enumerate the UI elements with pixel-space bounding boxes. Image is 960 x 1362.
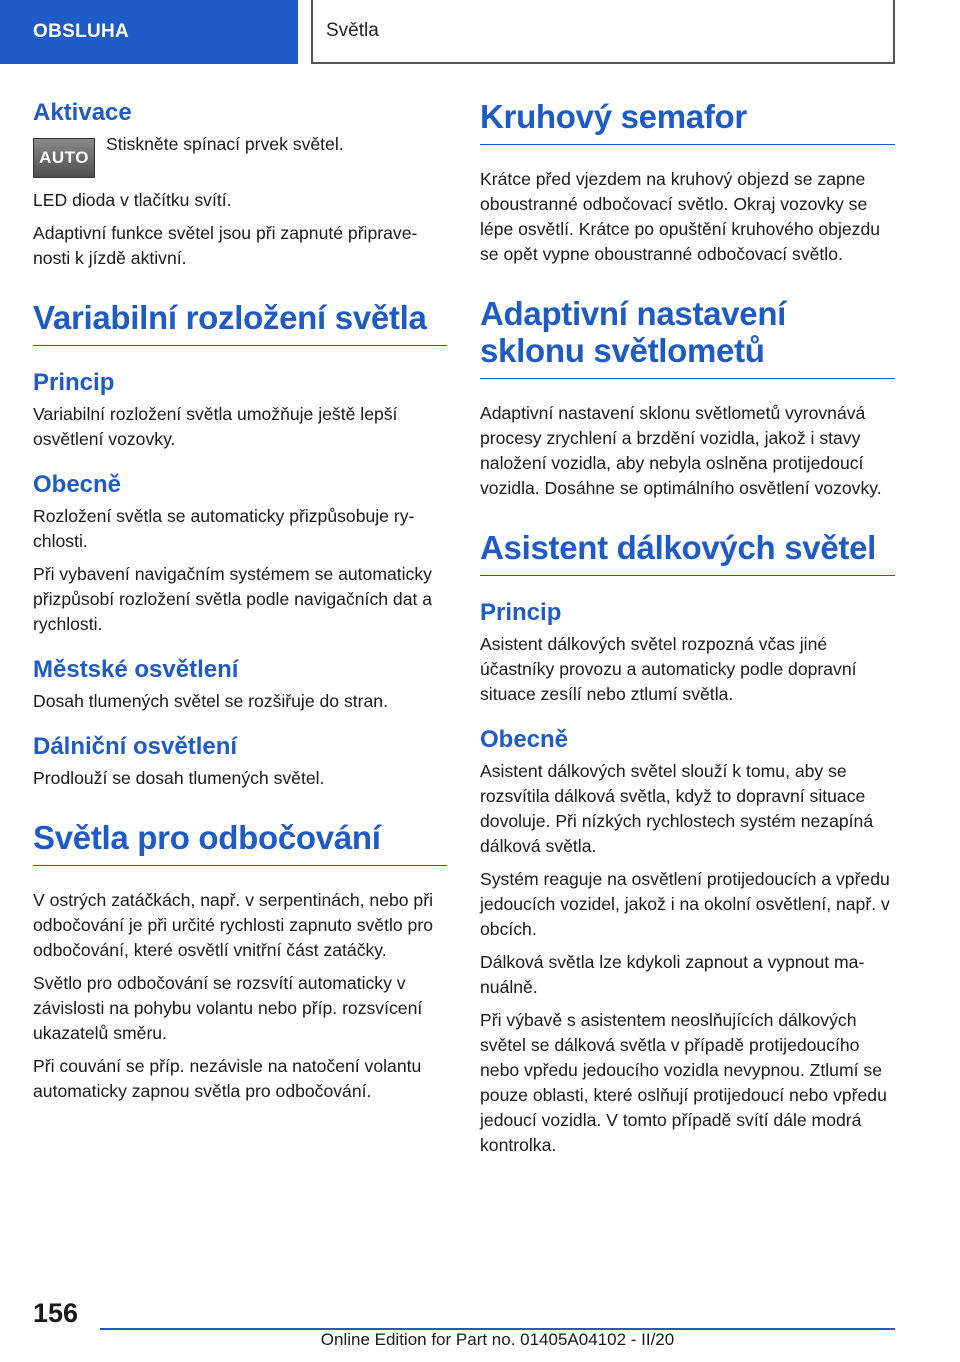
- roundabout-heading: Kruhový semafor: [480, 98, 895, 145]
- auto-icon-label: AUTO: [39, 148, 89, 167]
- auto-button-instruction: [33, 132, 447, 178]
- high-beam-general-heading: Obecně: [480, 726, 569, 753]
- auto-instruction-text: Stiskněte spínací prvek světel.: [106, 134, 344, 154]
- section-label: OBSLUHA: [33, 21, 130, 42]
- chapter-title: Světla: [326, 20, 379, 41]
- high-beam-general-paragraph-1: Asistent dálkových světel slouží k tomu, aby se rozsvítila dálková světla, když to dopravní situace dovoluje. Při nízkých rychlostech systém nezapíná dálková světla.: [480, 761, 874, 856]
- variable-general-paragraph-2: Při vybavení navigačním systémem se automaticky přizpůsobí rozložení světla podle navigačních dat a rychlosti.: [33, 564, 433, 634]
- city-light-heading: Městské osvětlení: [33, 656, 239, 683]
- headlight-leveling-paragraph: Adaptivní nastavení sklonu světlometů vyrovnává procesy zrychlení a brzdění vozidla, jakož i stavy naložení vozidla, aby nebyla oslněna protijedoucí vozidla. Dosáhne se optimálního osvětlení vozovky.: [480, 403, 882, 498]
- page-number: 156: [33, 1298, 79, 1328]
- highway-light-text: Prodlouží se dosah tlumených světel.: [33, 768, 325, 788]
- highway-light-heading: Dálniční osvětlení: [33, 733, 238, 760]
- high-beam-general-paragraph-3: Dálková světla lze kdykoli zapnout a vypnout manuálně.: [480, 952, 865, 997]
- variable-principle-text: Variabilní rozložení světla umožňuje ještě lepší osvětlení vozovky.: [33, 404, 398, 449]
- right-column: [480, 98, 895, 1166]
- left-column: [33, 98, 447, 1112]
- activation-heading: Aktivace: [33, 99, 132, 126]
- headlight-leveling-heading: Adaptivní nastavení sklonu světlometů: [480, 295, 895, 379]
- variable-general-heading: Obecně: [33, 471, 122, 498]
- city-light-text: Dosah tlumených světel se rozšiřuje do stran.: [33, 691, 388, 711]
- activation-paragraph-2: Adaptivní funkce světel jsou při zapnuté připravenosti k jízdě aktivní.: [33, 223, 418, 268]
- turning-paragraph-2: Světlo pro odbočování se rozsvítí automaticky v závislosti na pohybu volantu nebo příp. rozsvícení ukazatelů směru.: [33, 973, 423, 1043]
- variable-general-paragraph-1: Rozložení světla se automaticky přizpůsobuje rychlosti.: [33, 506, 415, 551]
- turning-paragraph-3: Při couvání se příp. nezávisle na natočení volantu automaticky zapnou světla pro odbočování.: [33, 1056, 422, 1101]
- roundabout-paragraph: Krátce před vjezdem na kruhový objezd se zapne oboustranné odbočovací světlo. Okraj vozovky se lépe osvětlí. Krátce po opuštění kruhového objezdu se opět vypne oboustranné odbočovací světlo.: [480, 169, 881, 264]
- high-beam-principle-heading: Princip: [480, 599, 562, 626]
- high-beam-assistant-heading: Asistent dálkových světel: [480, 529, 895, 576]
- activation-paragraph-1: LED dioda v tlačítku svítí.: [33, 190, 232, 210]
- auto-button-icon: [33, 138, 95, 178]
- section-tab: [0, 0, 298, 64]
- high-beam-principle-text: Asistent dálkových světel rozpozná včas jiné účastníky provozu a automaticky podle dopravní situace zesílí nebo ztlumí světla.: [480, 634, 857, 704]
- high-beam-general-paragraph-4: Při výbavě s asistentem neoslňujících dálkových světel se dálková světla v případě protijedoucího nebo vpředu jedoucího vozidla nevypnou. Ztlumí se pouze oblasti, které oslňují protijedoucí nebo vpředu jedoucí vozidla. V tomto případě svítí dále modrá kontrolka.: [480, 1010, 887, 1155]
- turning-paragraph-1: V ostrých zatáčkách, např. v serpentinách, nebo při odbočování je při určité rychlosti zapnuto světlo pro odbočování, které osvětlí vnitřní část zatáčky.: [33, 890, 433, 960]
- variable-light-heading: Variabilní rozložení světla: [33, 299, 447, 346]
- edition-footer: Online Edition for Part no. 01405A04102 - II/20: [320, 1330, 675, 1349]
- high-beam-general-paragraph-2: Systém reaguje na osvětlení protijedoucích a vpředu jedoucích vozidel, jakož i na okolní osvětlení, např. v obcích.: [480, 869, 890, 939]
- chapter-title-box: [311, 0, 895, 64]
- variable-principle-heading: Princip: [33, 369, 115, 396]
- turning-light-heading: Světla pro odbočování: [33, 819, 447, 866]
